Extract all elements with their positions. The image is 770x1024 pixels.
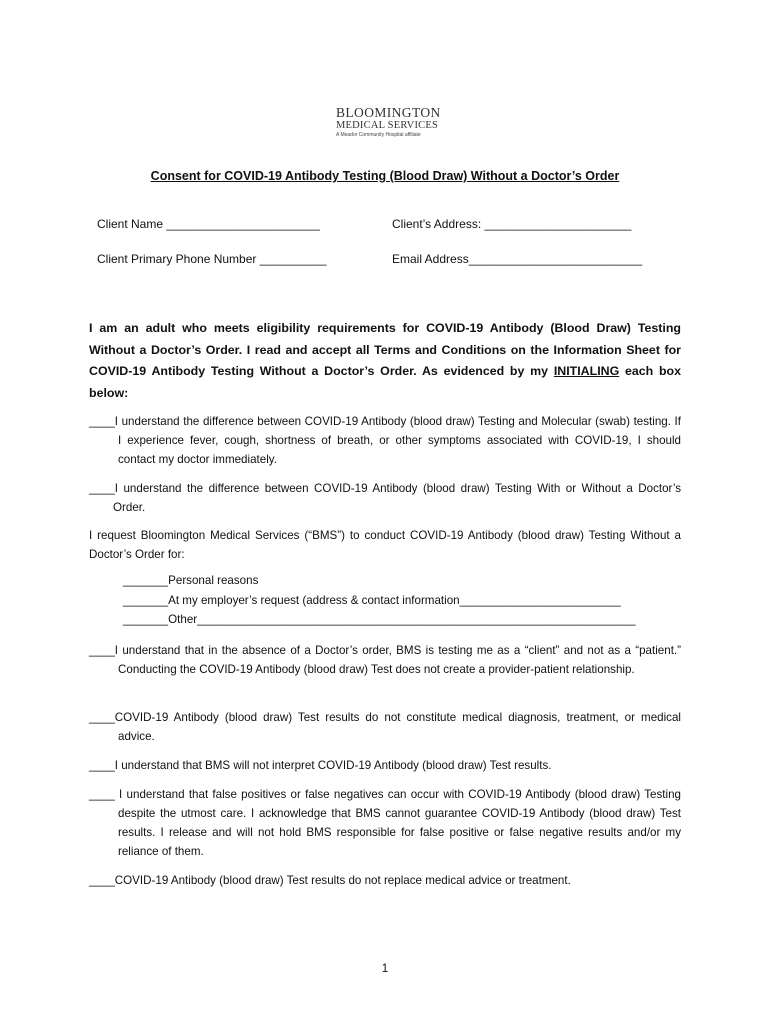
item-not-interpret[interactable]: ____I understand that BMS will not interpret COVID-19 Antibody (blood draw) Test results. — [89, 759, 552, 772]
option-personal[interactable]: _______Personal reasons — [123, 574, 259, 587]
logo-line-1: BLOOMINGTON — [336, 105, 441, 120]
intro-text-after: each box below: — [89, 364, 682, 400]
option-other[interactable]: _______Other____________________________________________________________________ — [123, 613, 636, 626]
option-employer[interactable]: _______At my employer’s request (address & contact information_________________________ — [123, 594, 621, 607]
bms-logo — [336, 106, 466, 139]
document-title: Consent for COVID-19 Antibody Testing (Blood Draw) Without a Doctor’s Order — [150, 169, 620, 183]
logo-line-2: MEDICAL SERVICES — [336, 120, 439, 131]
initialing-emphasis: INITIALING — [553, 364, 620, 378]
client-name-field[interactable]: Client Name _______________________ — [97, 217, 320, 231]
logo-tagline: A Meador Community Hospital affiliate — [336, 132, 421, 138]
item-false-results[interactable]: ____ I understand that false positives or false negatives can occur with COVID-19 Antibody (blood draw) Testing despite the utmost care. I acknowledge that BMS cannot guarantee COVID-19 Antibody (blood draw) Test results. I release and will not hold BMS responsible for false positive or false negative results and/or my reliance of them. — [89, 788, 681, 858]
intro-statement — [89, 318, 681, 404]
page-number: 1 — [381, 962, 389, 975]
item-diff-molecular[interactable]: ____I understand the difference between COVID-19 Antibody (blood draw) Testing and Molecular (swab) testing. If I experience fever, cough, shortness of breath, or other symptoms associated with COVID-19, I should contact my doctor immediately. — [89, 415, 681, 466]
item-not-replace[interactable]: ____COVID-19 Antibody (blood draw) Test results do not replace medical advice or treatment. — [89, 874, 571, 887]
client-address-field[interactable]: Client’s Address: ______________________ — [392, 217, 632, 231]
email-field[interactable]: Email Address__________________________ — [392, 252, 643, 266]
client-phone-field[interactable]: Client Primary Phone Number __________ — [97, 252, 327, 266]
item-diff-order[interactable]: ____I understand the difference between COVID-19 Antibody (blood draw) Testing With or Without a Doctor’s Order. — [89, 482, 681, 514]
item-not-diagnosis[interactable]: ____COVID-19 Antibody (blood draw) Test results do not constitute medical diagnosis, treatment, or medical advice. — [89, 711, 681, 743]
request-statement: I request Bloomington Medical Services (“BMS”) to conduct COVID-19 Antibody (blood draw) Testing Without a Doctor’s Order for: — [89, 529, 681, 561]
intro-text-before: I am an adult who meets eligibility requirements for COVID-19 Antibody (Blood Draw) Testing Without a Doctor’s Order. I read and accept all Terms and Conditions on the Information Sheet for COVID-19 Antibody Testing Without a Doctor’s Order. As evidenced by my — [89, 321, 681, 378]
item-client-not-patient[interactable]: ____I understand that in the absence of a Doctor’s order, BMS is testing me as a “client” and not as a “patient.” Conducting the COVID-19 Antibody (blood draw) Test does not create a provider-patient relationship. — [89, 644, 681, 676]
